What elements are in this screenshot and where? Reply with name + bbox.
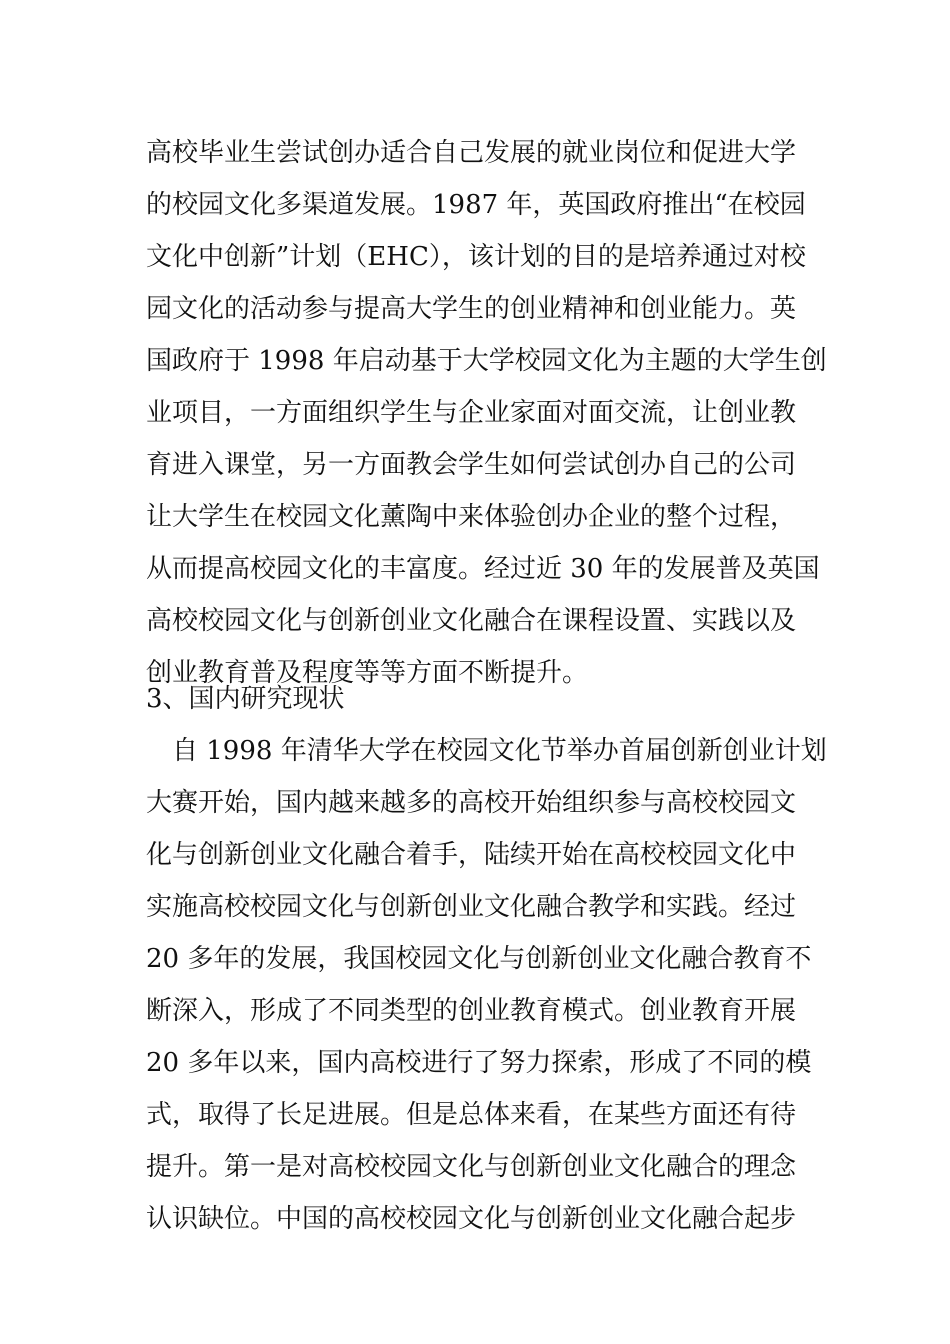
- paragraph-line: 高校毕业生尝试创办适合自己发展的就业岗位和促进大学: [146, 138, 797, 168]
- paragraph-line: 从而提高校园文化的丰富度。经过近 30 年的发展普及英国: [146, 554, 820, 584]
- paragraph-line: 业项目，一方面组织学生与企业家面对面交流，让创业教: [146, 398, 797, 428]
- paragraph-line: 20 多年的发展，我国校园文化与创新创业文化融合教育不: [146, 944, 812, 974]
- paragraph-1: [146, 127, 827, 699]
- paragraph-line: 断深入，形成了不同类型的创业教育模式。创业教育开展: [146, 996, 797, 1026]
- paragraph-line: 园文化的活动参与提高大学生的创业精神和创业能力。英: [146, 294, 797, 324]
- paragraph-line: 20 多年以来，国内高校进行了努力探索，形成了不同的模: [146, 1048, 812, 1078]
- section-3: [146, 673, 827, 1245]
- paragraph-line: 文化中创新”计划（EHC），该计划的目的是培养通过对校: [146, 242, 806, 272]
- paragraph-line: 化与创新创业文化融合着手，陆续开始在高校校园文化中: [146, 840, 797, 870]
- paragraph-line: 提升。第一是对高校校园文化与创新创业文化融合的理念: [146, 1152, 797, 1182]
- paragraph-line: 高校校园文化与创新创业文化融合在课程设置、实践以及: [146, 606, 797, 636]
- paragraph-line: 创业教育普及程度等等方面不断提升。: [146, 658, 589, 688]
- section-heading: 3、国内研究现状: [146, 684, 345, 714]
- paragraph-line: 认识缺位。中国的高校校园文化与创新创业文化融合起步: [146, 1204, 797, 1234]
- paragraph-line: 实施高校校园文化与创新创业文化融合教学和实践。经过: [146, 892, 797, 922]
- paragraph-line: 自 1998 年清华大学在校园文化节举办首届创新创业计划: [146, 736, 827, 766]
- paragraph-line: 让大学生在校园文化薰陶中来体验创办企业的整个过程，: [146, 502, 797, 532]
- paragraph-line: 国政府于 1998 年启动基于大学校园文化为主题的大学生创: [146, 346, 827, 376]
- paragraph-line: 育进入课堂，另一方面教会学生如何尝试创办自己的公司: [146, 450, 797, 480]
- paragraph-line: 的校园文化多渠道发展。1987 年，英国政府推出“在校园: [146, 190, 806, 220]
- paragraph-line: 大赛开始，国内越来越多的高校开始组织参与高校校园文: [146, 788, 797, 818]
- paragraph-line: 式，取得了长足进展。但是总体来看，在某些方面还有待: [146, 1100, 797, 1130]
